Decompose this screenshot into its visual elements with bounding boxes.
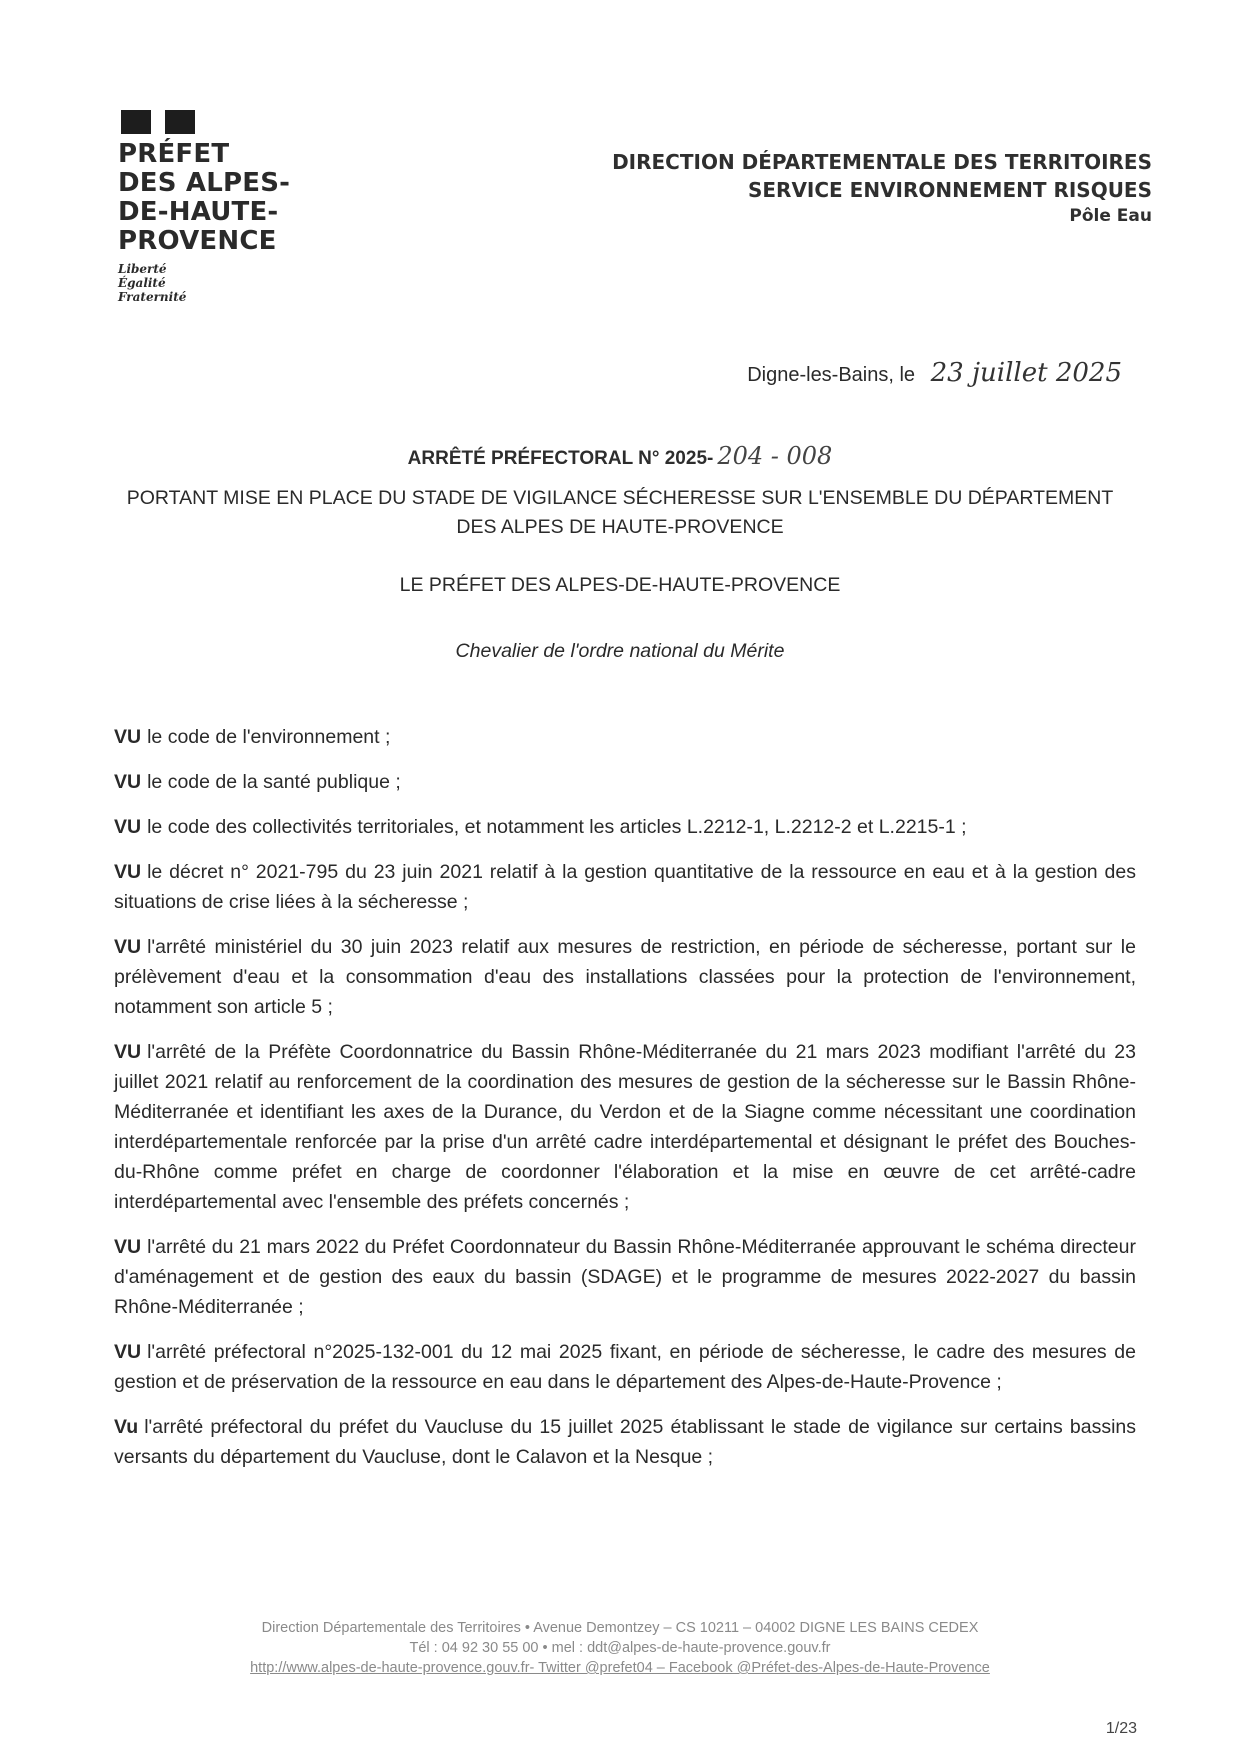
logo-title-line: PROVENCE: [118, 226, 277, 256]
visa-item: [114, 1037, 1136, 1217]
motto-line: Liberté: [118, 262, 167, 276]
visa-text: l'arrêté ministériel du 30 juin 2023 relatif aux mesures de restriction, en période de sécheresse, portant sur le prélèvement d'eau et la consommation d'eau des installations classées pour la protection de l'environnement, notamment son article 5 ;: [114, 936, 1136, 1018]
visa-prefix: VU: [114, 861, 142, 883]
arrete-number: [0, 442, 1240, 470]
service-line-service: SERVICE ENVIRONNEMENT RISQUES: [747, 178, 1152, 202]
visa-item: [114, 1337, 1136, 1397]
footer-web-links: http://www.alpes-de-haute-provence.gouv.fr- Twitter @prefet04 – Facebook @Préfet-des-Alpes-de-Haute-Provence: [250, 1660, 990, 1676]
visa-text: le décret n° 2021-795 du 23 juin 2021 relatif à la gestion quantitative de la ressource en eau et à la gestion des situations de crise liées à la sécheresse ;: [114, 861, 1136, 913]
prefecture-logo: [118, 110, 318, 304]
visa-text: l'arrêté de la Préfète Coordonnatrice du Bassin Rhône-Méditerranée du 21 mars 2023 modifiant l'arrêté du 23 juillet 2021 relatif au renforcement de la coordination des mesures de gestion de la sécheresse sur le Bassin Rhône-Méditerranée et identifiant les axes de la Durance, du Verdon et de la Siagne comme nécessitant une coordination interdépartementale renforcée par la prise d'un arrêté cadre interdépartemental et désignant le préfet des Bouches-du-Rhône comme préfet en charge de coordonner l'élaboration et la mise en œuvre de cet arrêté-cadre interdépartemental avec l'ensemble des préfets concernés ;: [114, 1041, 1136, 1213]
arrete-subject: PORTANT MISE EN PLACE DU STADE DE VIGILANCE SÉCHERESSE SUR L'ENSEMBLE DU DÉPARTEMENT DES ALPES DE HAUTE-PROVENCE: [126, 487, 1114, 538]
visa-prefix: Vu: [114, 1416, 139, 1438]
motto-line: Égalité: [118, 276, 166, 290]
visa-text: le code des collectivités territoriales, et notamment les articles L.2212-1, L.2212-2 et L.2215-1 ;: [147, 816, 967, 838]
visa-prefix: VU: [114, 726, 142, 748]
visa-prefix: VU: [114, 1236, 142, 1258]
visa-prefix: VU: [114, 771, 142, 793]
marianne-emblem-icon: [121, 110, 318, 134]
visa-item: [114, 767, 1136, 797]
motto-line: Fraternité: [118, 290, 187, 304]
arrete-heading: [0, 442, 1240, 542]
visa-item: [114, 722, 1136, 752]
visa-prefix: VU: [114, 936, 142, 958]
visa-text: le code de l'environnement ;: [147, 726, 391, 748]
visa-item: [114, 812, 1136, 842]
prefet-distinction: Chevalier de l'ordre national du Mérite: [455, 640, 785, 662]
page-footer: [0, 1618, 1240, 1678]
prefet-title: LE PRÉFET DES ALPES-DE-HAUTE-PROVENCE: [399, 574, 841, 596]
logo-title-line: PRÉFET: [118, 139, 230, 169]
visas-list: [114, 722, 1136, 1487]
visa-text: l'arrêté du 21 mars 2022 du Préfet Coordonnateur du Bassin Rhône-Méditerranée approuvant le schéma directeur d'aménagement et de gestion des eaux du bassin (SDAGE) et le programme de mesures 2022-2027 du bassin Rhône-Méditerranée ;: [114, 1236, 1136, 1318]
logo-motto: [118, 262, 318, 304]
arrete-number-handwritten: 204 - 008: [717, 442, 833, 470]
dateline: [747, 358, 1122, 388]
logo-title: [118, 140, 318, 256]
logo-title-line: DE-HAUTE-: [118, 197, 279, 227]
visa-item: [114, 1412, 1136, 1472]
visa-item: [114, 857, 1136, 917]
service-line-direction: DIRECTION DÉPARTEMENTALE DES TERRITOIRES: [612, 150, 1152, 174]
footer-address: Direction Départementale des Territoires • Avenue Demontzey – CS 10211 – 04002 DIGNE LES BAINS CEDEX: [261, 1620, 979, 1636]
footer-contact: Tél : 04 92 30 55 00 • mel : ddt@alpes-de-haute-provence.gouv.fr: [409, 1640, 831, 1656]
dateline-place: Digne-les-Bains, le: [747, 364, 916, 386]
arrete-number-printed: ARRÊTÉ PRÉFECTORAL N° 2025-: [407, 448, 714, 469]
handwritten-date: 23 juillet 2025: [930, 358, 1122, 388]
visa-text: l'arrêté préfectoral n°2025-132-001 du 12 mai 2025 fixant, en période de sécheresse, le cadre des mesures de gestion et de préservation de la ressource en eau dans le département des Alpes-de-Haute-Provence ;: [114, 1341, 1136, 1393]
visa-item: [114, 932, 1136, 1022]
visa-item: [114, 1232, 1136, 1322]
service-line-pole: Pôle Eau: [1069, 206, 1152, 226]
visa-prefix: VU: [114, 816, 142, 838]
visa-text: le code de la santé publique ;: [147, 771, 401, 793]
issuing-service: [612, 148, 1152, 228]
visa-text: l'arrêté préfectoral du préfet du Vaucluse du 15 juillet 2025 établissant le stade de vigilance sur certains bassins versants du département du Vaucluse, dont le Calavon et la Nesque ;: [114, 1416, 1136, 1468]
visa-prefix: VU: [114, 1341, 142, 1363]
visa-prefix: VU: [114, 1041, 142, 1063]
page-number: 1/23: [1105, 1720, 1137, 1737]
logo-title-line: DES ALPES-: [118, 168, 291, 198]
